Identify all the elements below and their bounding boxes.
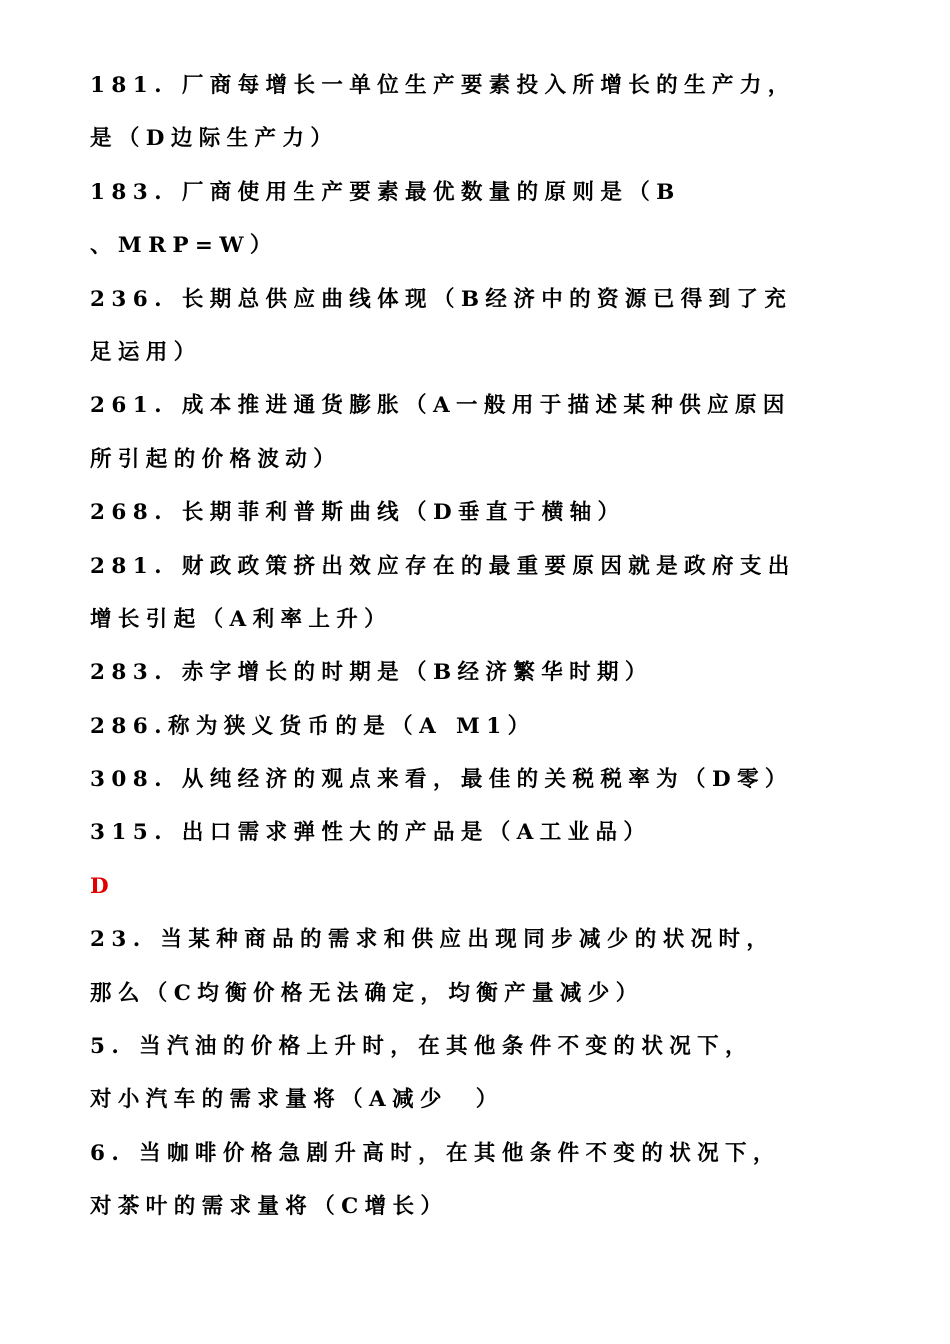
text-line: 、MRP=W） [90, 233, 278, 259]
document-page [90, 64, 890, 1239]
text-line: 181. 厂商每增长一单位生产要素投入所增长的生产力， [90, 73, 796, 98]
text-line: 281. 财政政策挤出效应存在的最重要原因就是政府支出 [90, 553, 796, 579]
text-line: 236. 长期总供应曲线体现（B经济中的资源已得到了充 [90, 286, 793, 312]
text-line: 183. 厂商使用生产要素最优数量的原则是（B [90, 179, 681, 205]
text-line: 261. 成本推进通货膨胀（A一般用于描述某种供应原因 [90, 393, 791, 419]
text-line: 对小汽车的需求量将（A减少 ） [90, 1087, 504, 1113]
text-line: 对茶叶的需求量将（C增长） [90, 1194, 449, 1220]
section-heading: D [90, 873, 116, 899]
text-line: 315. 出口需求弹性大的产品是（A工业品） [90, 820, 652, 846]
text-line: 那么（C均衡价格无法确定，均衡产量减少） [90, 980, 644, 1006]
text-line: 5. 当汽油的价格上升时，在其他条件不变的状况下， [90, 1034, 753, 1060]
text-line: 增长引起（A利率上升） [90, 606, 393, 632]
text-line: 283. 赤字增长的时期是（B经济繁华时期） [90, 660, 653, 686]
text-line: 23. 当某种商品的需求和供应出现同步减少的状况时， [90, 927, 775, 953]
text-line: 6. 当咖啡价格急剧升高时，在其他条件不变的状况下， [90, 1140, 781, 1166]
text-line: 是（D边际生产力） [90, 126, 339, 152]
text-line: 308. 从纯经济的观点来看，最佳的关税税率为（D零） [90, 767, 793, 793]
text-line: 268. 长期菲利普斯曲线（D垂直于横轴） [90, 500, 626, 526]
text-line: 所引起的价格波动） [90, 446, 342, 472]
text-line: 286.称为狭义货币的是（A M1） [90, 713, 536, 739]
text-line: 足运用） [90, 339, 202, 365]
